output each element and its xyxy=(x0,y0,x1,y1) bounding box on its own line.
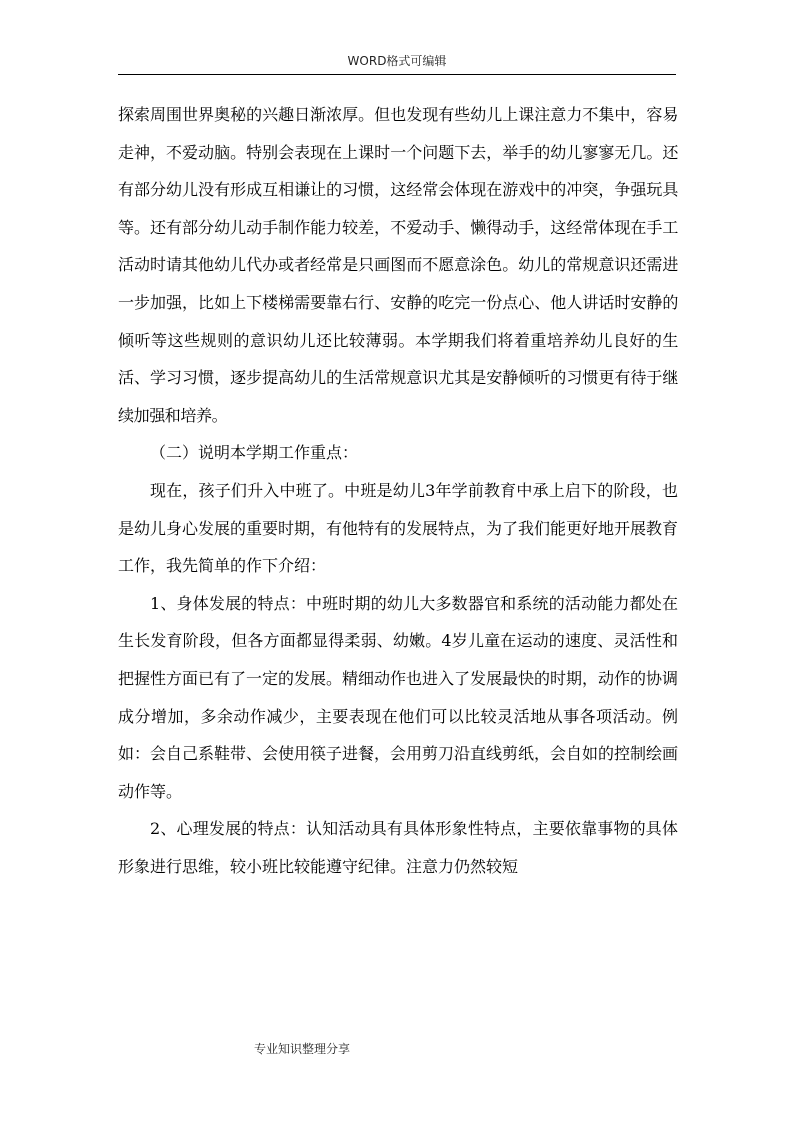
section-heading: （二）说明本学期工作重点： xyxy=(150,443,359,463)
paragraph-intro: 探索周围世界奥秘的兴趣日渐浓厚。但也发现有些幼儿上课注意力不集中，容易走神，不爱动脑。特别会表现在上课时一个问题下去，举手的幼儿寥寥无几。还有部分幼儿没有形成互相谦让的习惯，这经常会体现在游戏中的冲突，争强玩具等。还有部分幼儿动手制作能力较差，不爱动手、懒得动手，这经常体现在手工活动时请其他幼儿代办或者经常是只画图而不愿意涂色。幼儿的常规意识还需进一步加强，比如上下楼梯需要靠右行、安静的吃完一份点心、他人讲话时安静的倾听等这些规则的意识幼儿还比较薄弱。本学期我们将着重培养幼儿良好的生活、学习习惯，逐步提高幼儿的生活常规意识尤其是安静倾听的习惯更有待于继续加强和培养。 xyxy=(118,105,678,425)
page-header: WORD格式可编辑 xyxy=(347,54,447,68)
header-rule xyxy=(118,74,676,75)
paragraph-overview: 现在，孩子们升入中班了。中班是幼儿3年学前教育中承上启下的阶段，也是幼儿身心发展的重要时期，有他特有的发展特点，为了我们能更好地开展教育工作，我先简单的作下介绍： xyxy=(118,480,679,576)
page-footer: 专业知识整理分享 xyxy=(254,1042,351,1056)
document-body xyxy=(118,96,678,885)
paragraph-psychological-development: 2、心理发展的特点：认知活动具有具体形象性特点，主要依靠事物的具体形象进行思维，较小班比较能遵守纪律。注意力仍然较短 xyxy=(118,819,678,876)
paragraph-physical-development: 1、身体发展的特点：中班时期的幼儿大多数器官和系统的活动能力都处在生长发育阶段，但各方面都显得柔弱、幼嫩。4岁儿童在运动的速度、灵活性和把握性方面已有了一定的发展。精细动作也进入了发展最快的时期，动作的协调成分增加，多余动作减少，主要表现在他们可以比较灵活地从事各项活动。例如：会自己系鞋带、会使用筷子进餐，会用剪刀沿直线剪纸，会自如的控制绘画动作等。 xyxy=(118,593,679,801)
